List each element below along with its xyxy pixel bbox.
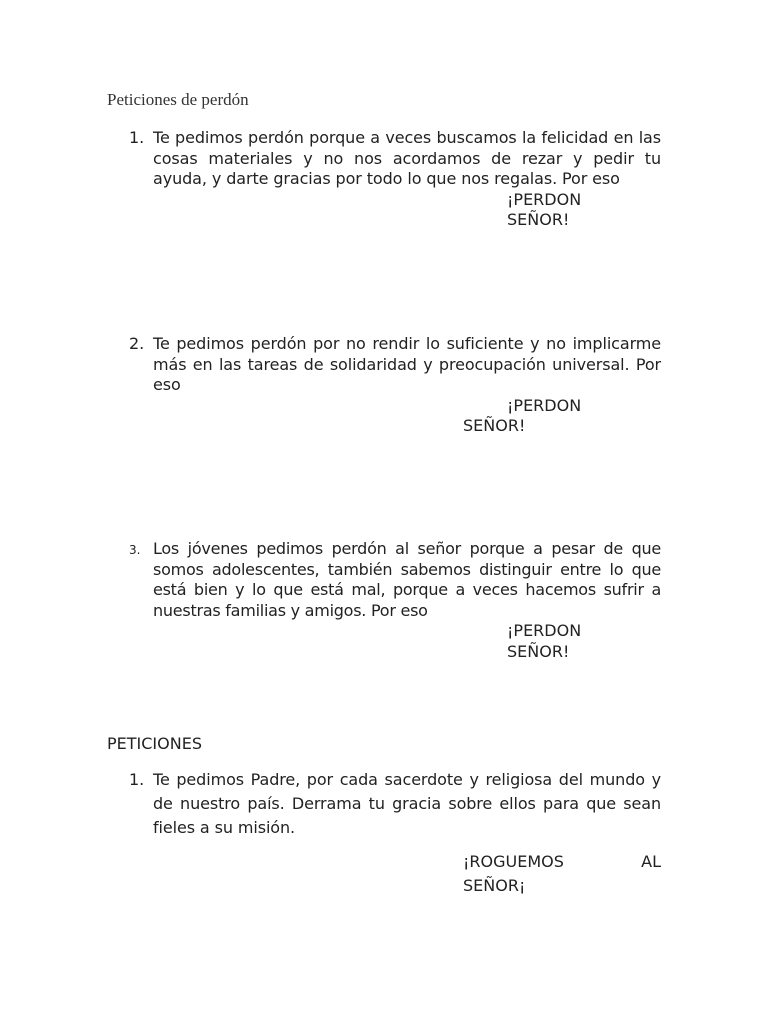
- item-text: Los jóvenes pedimos perdón al señor porque a pesar de que somos adolescentes, también sabemos distinguir entre lo que está bien y lo que está mal, porque a veces hacemos sufrir a nuestras familias y amigos. Por eso: [153, 539, 661, 620]
- response-word-2: AL: [641, 852, 661, 871]
- document-title: Peticiones de perdón: [107, 90, 249, 109]
- item-text: Te pedimos perdón por no rendir lo suficiente y no implicarme más en las tareas de solidaridad y preocupación universal. Por eso: [153, 334, 661, 394]
- item-number: 3.: [129, 543, 141, 557]
- response-line-2: SEÑOR!: [463, 416, 526, 435]
- item-number: 1.: [129, 128, 145, 147]
- item-text: Te pedimos Padre, por cada sacerdote y religiosa del mundo y de nuestro país. Derrama tu gracia sobre ellos para que sean fieles a su misión.: [153, 770, 661, 837]
- peticion-item-1: [107, 768, 661, 898]
- response-line-2: SEÑOR!: [507, 641, 570, 661]
- item-number: 1.: [129, 770, 145, 789]
- response-line-2: SEÑOR!: [507, 210, 570, 229]
- section-title: PETICIONES: [107, 734, 202, 753]
- perdon-item-2: [107, 334, 661, 437]
- response-line-1: ¡PERDON: [507, 395, 582, 415]
- response-block: [463, 850, 661, 898]
- perdon-item-1: [107, 128, 661, 231]
- item-text: Te pedimos perdón porque a veces buscamos la felicidad en las cosas materiales y no nos acordamos de rezar y pedir tu ayuda, y darte gracias por todo lo que nos regalas. Por eso: [153, 128, 661, 188]
- response-line-2: SEÑOR¡: [463, 876, 526, 895]
- response-word-1: ¡ROGUEMOS: [463, 852, 564, 871]
- response-line-1: ¡PERDON: [507, 189, 582, 209]
- response-line-1: ¡PERDON: [507, 621, 582, 640]
- perdon-item-3: [107, 539, 661, 662]
- item-number: 2.: [129, 334, 145, 353]
